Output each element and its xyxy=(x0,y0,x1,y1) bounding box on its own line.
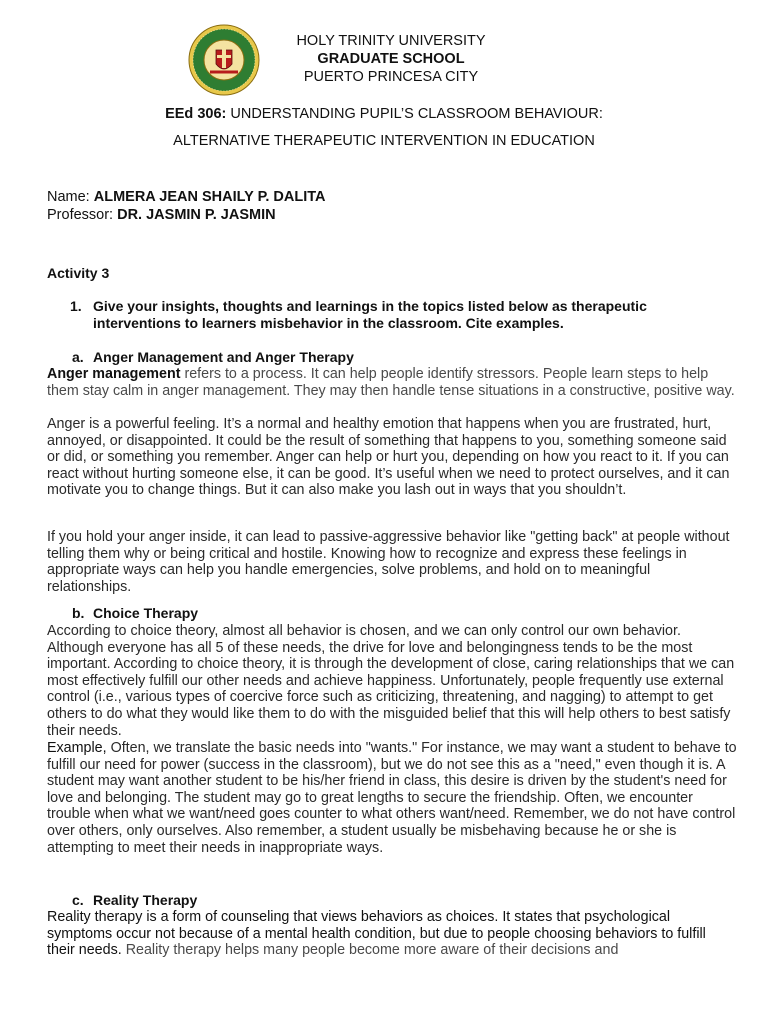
document-header xyxy=(236,32,546,86)
section-letter: c. xyxy=(72,892,84,908)
university-name: HOLY TRINITY UNIVERSITY xyxy=(296,33,486,49)
question-number: 1. xyxy=(70,298,82,314)
section-letter: b. xyxy=(72,605,85,621)
question-1 xyxy=(70,298,720,332)
activity-heading: Activity 3 xyxy=(47,265,110,281)
professor-label: Professor: xyxy=(47,207,118,223)
section-title: Reality Therapy xyxy=(93,892,198,908)
section-title: Anger Management and Anger Therapy xyxy=(93,349,354,365)
section-b-heading xyxy=(72,605,198,621)
course-code: EEd 306: xyxy=(165,106,227,122)
city-name: PUERTO PRINCESA CITY xyxy=(303,69,479,85)
professor-name: DR. JASMIN P. JASMIN xyxy=(117,207,276,223)
section-a-paragraph-2: Anger is a powerful feeling. It’s a normal and healthy emotion that happens when you are frustrated, hurt, annoyed, or disappointed. It could be the result of something that happens to you, something someone said or did, or something you remember. Anger can help or hurt you, depending on how you react to it. If you can react without hurting someone else, it can be good. It’s useful when we need to protect ourselves, and it can motivate you to change things. But it can also make you lash out in ways that you shouldn’t. xyxy=(47,416,730,499)
course-subtitle: ALTERNATIVE THERAPEUTIC INTERVENTION IN EDUCATION xyxy=(173,133,595,149)
course-title xyxy=(0,106,768,122)
section-b-paragraph-1: According to choice theory, almost all behavior is chosen, and we can only control our own behavior. Although everyone has all 5 of these needs, the drive for love and belongingness tends to be the most important. According to choice theory, it is through the development of close, caring relationships that we can most effectively fulfill our other needs and achieve happiness. Unfortunately, people frequently use external control (i.e., various types of coercive force such as criticizing, threatening, and nagging) to attempt to get others to do what they would like them to do with the misguided belief that this will help others to best satisfy their needs. xyxy=(47,623,735,739)
section-b-paragraph-2: Example, Often, we translate the basic needs into "wants." For instance, we may want a student to behave to fulfill our need for power (success in the classroom), but we do not see this as a "need," even though it is. A student may want another student to be his/her friend in class, this desire is driven by the student's need for love and belonging. The student may go to great lengths to secure the friendship. Often, we encounter trouble when what we want/need goes counter to what others want/need. Remember, we do not have control over others, only ourselves. Also remember, a student usually be misbehaving because he or she is attempting to meet their needs in inappropriate ways. xyxy=(47,740,737,856)
student-name: ALMERA JEAN SHAILY P. DALITA xyxy=(93,189,326,205)
student-name-line xyxy=(47,189,326,205)
question-text: Give your insights, thoughts and learnings in the topics listed below as therapeutic interventions to learners misbehavior in the classroom. Cite examples. xyxy=(93,298,647,331)
section-title: Choice Therapy xyxy=(93,605,199,621)
name-label: Name: xyxy=(47,189,94,205)
section-a-paragraph-1: Anger management refers to a process. It can help people identify stressors. People learn steps to help them stay calm in anger management. They may then handle tense situations in a constructive, positive way. xyxy=(47,366,735,399)
section-c-paragraph-1: Reality therapy is a form of counseling that views behaviors as choices. It states that psychological symptoms occur not because of a mental health condition, but due to people choosing behaviors to fulfill their needs. Reality therapy helps many people become more aware of their decisions and xyxy=(47,909,706,959)
section-a-paragraph-3: If you hold your anger inside, it can lead to passive-aggressive behavior like "getting back" at people without telling them why or being critical and hostile. Knowing how to recognize and express these feelings in appropriate ways can help you handle emergencies, solve problems, and hold on to meaningful relationships. xyxy=(47,529,730,595)
example-lead: Example, xyxy=(47,740,107,756)
term-anger-management: Anger management xyxy=(47,366,181,382)
section-a-heading xyxy=(72,349,354,365)
section-c-heading xyxy=(72,892,197,908)
course-name: UNDERSTANDING PUPIL’S CLASSROOM BEHAVIOUR: xyxy=(226,106,603,122)
professor-line xyxy=(47,207,276,223)
school-name: GRADUATE SCHOOL xyxy=(317,51,465,67)
section-letter: a. xyxy=(72,349,84,365)
